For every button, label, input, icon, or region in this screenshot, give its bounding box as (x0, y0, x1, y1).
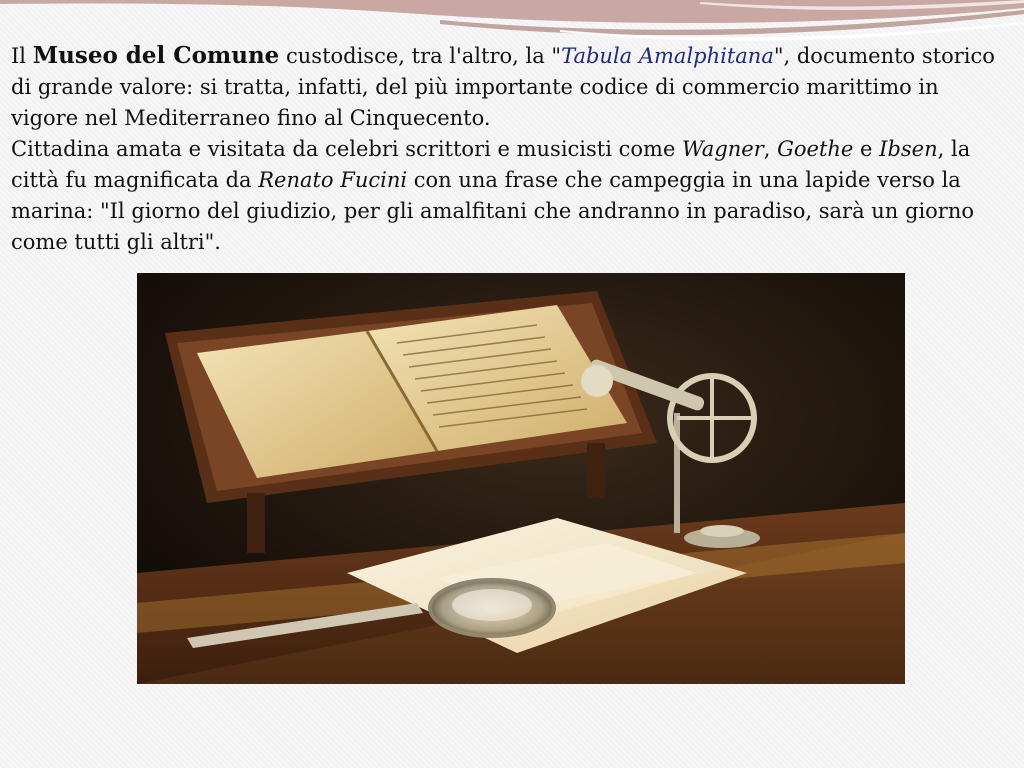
text-span: , la città fu magnificata da (11, 137, 971, 192)
text-span: Cittadina amata e visitata da celebri scrittori e musicisti come (11, 137, 683, 161)
name-renato-fucini: Renato Fucini (258, 168, 408, 192)
museum-name: Museo del Comune (32, 42, 280, 69)
text-span: custodisce, tra l'altro, la " (279, 44, 562, 68)
text-span: ", documento storico di grande valore: si tratta, infatti, del più importante codice di commercio marittimo in vigore nel Mediterraneo fino al Cinquecento. (11, 44, 995, 130)
paragraph-city (11, 134, 1011, 258)
text-span: Il (11, 44, 33, 68)
name-wagner: Wagner (682, 137, 764, 161)
text-span: e (853, 137, 880, 161)
photo-illustration (137, 273, 905, 684)
document-name: Tabula Amalphitana (561, 44, 774, 68)
text-span: con una frase che campeggia in una lapide verso la marina: "Il giorno del giudizio, per gli amalfitani che andranno in paradiso, sarà un giorno come tutti gli altri". (11, 168, 975, 254)
photo-book-and-instruments (137, 273, 905, 684)
body-text (11, 40, 1011, 258)
text-span: , (763, 137, 778, 161)
name-goethe: Goethe (777, 137, 854, 161)
name-ibsen: Ibsen (879, 137, 938, 161)
paragraph-museum (11, 40, 1011, 134)
